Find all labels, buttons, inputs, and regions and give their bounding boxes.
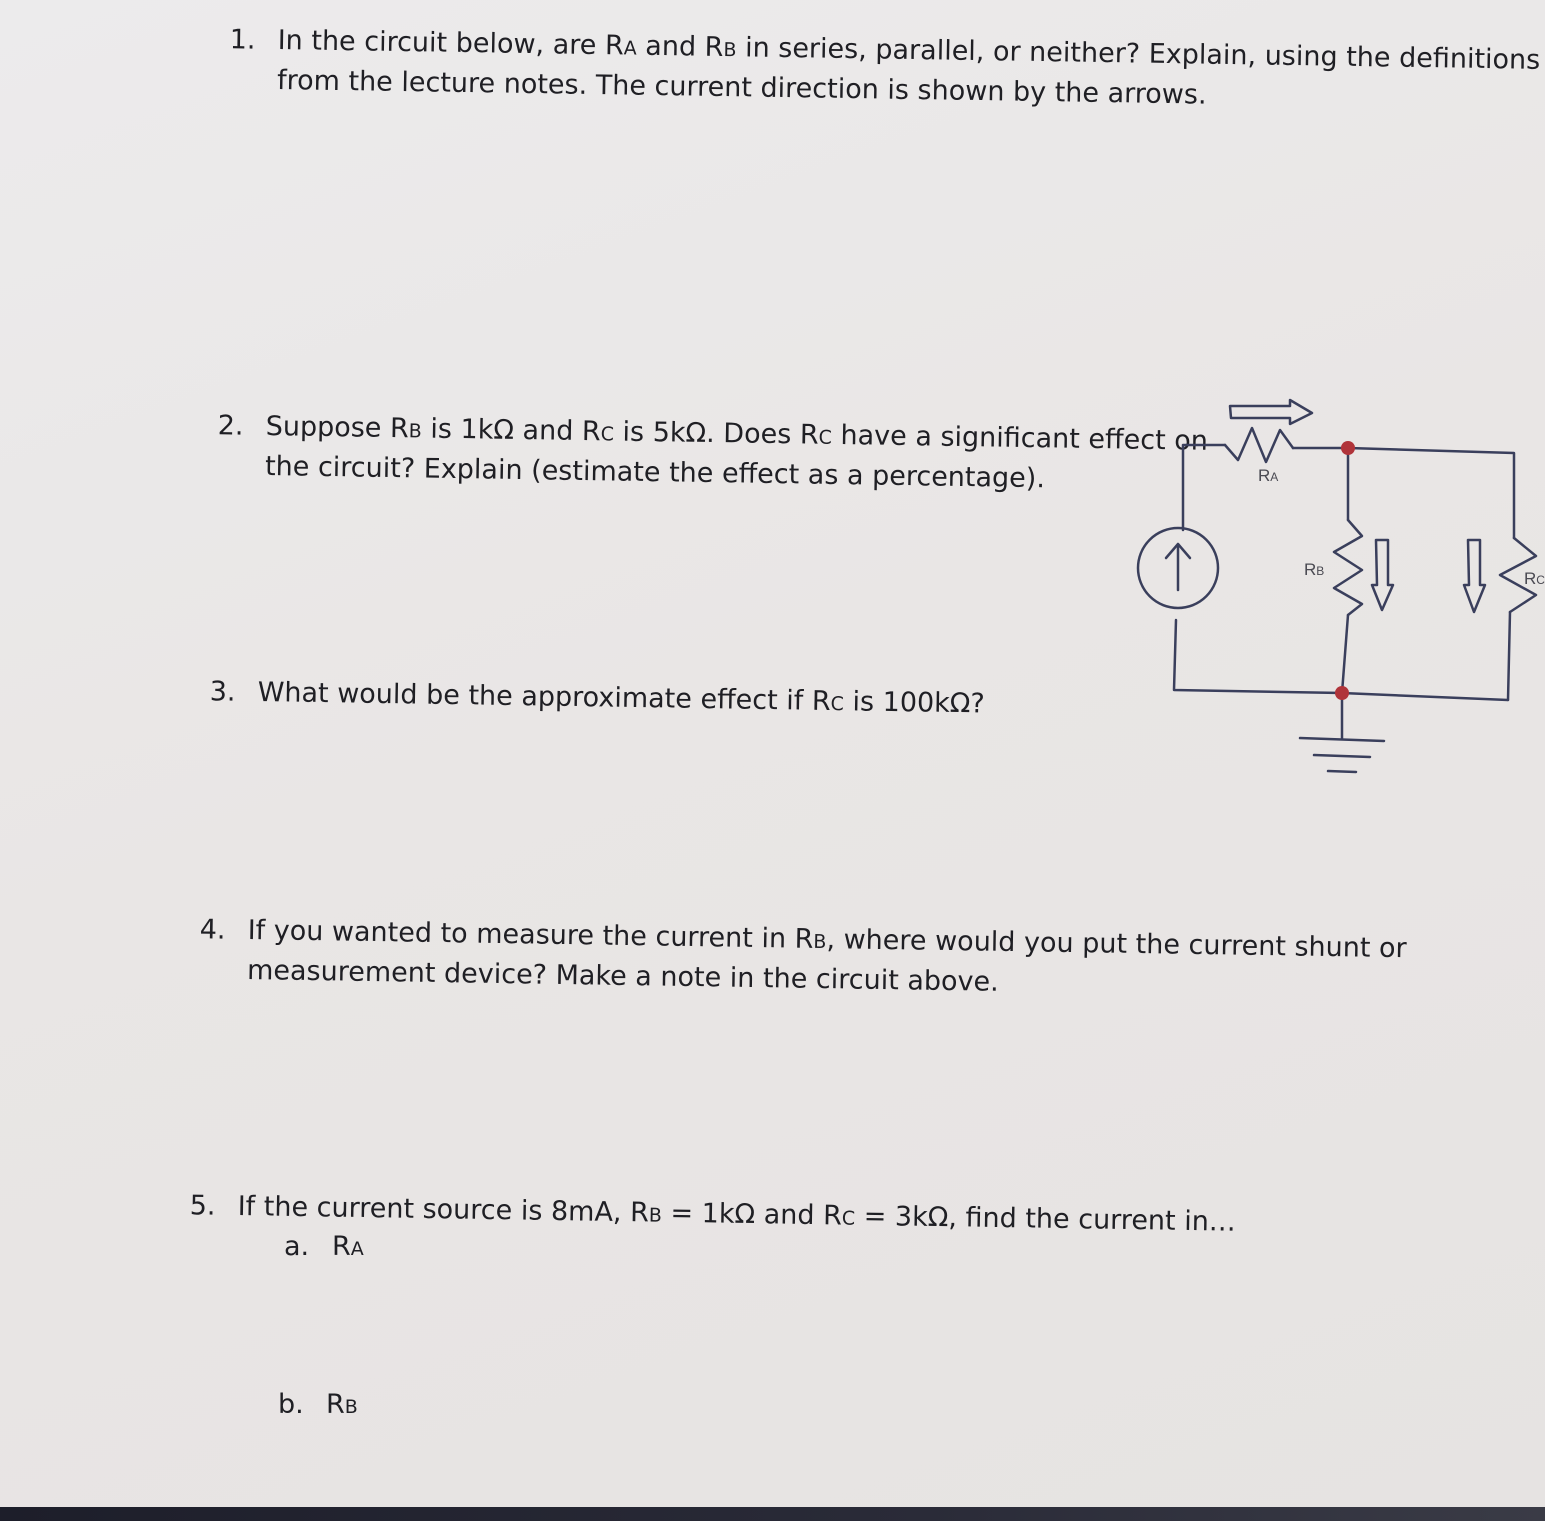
label-ra: RA <box>1258 466 1279 485</box>
question-text-line-2: the circuit? Explain (estimate the effect as a percentage). <box>264 450 1046 495</box>
question-5-part-b <box>278 1386 358 1426</box>
circuit-diagram <box>1120 395 1545 795</box>
question-number: 1. <box>229 24 256 56</box>
question-text-line-1: Suppose RB is 1kΩ and RC is 5kΩ. Does RC have a significant effect on <box>265 410 1209 457</box>
label-rc: RC <box>1524 569 1545 588</box>
arrow-down-icon <box>1464 540 1485 612</box>
question-text-line-1: If the current source is 8mA, RB = 1kΩ and RC = 3kΩ, find the current in… <box>237 1190 1237 1238</box>
question-number: 4. <box>199 914 226 946</box>
question-text-line-1: What would be the approximate effect if RC is 100kΩ? <box>257 676 986 720</box>
ground-line-2 <box>1314 755 1370 757</box>
part-text: RA <box>332 1231 364 1262</box>
part-label: a. <box>284 1231 310 1262</box>
question-number: 3. <box>209 676 236 708</box>
question-text-line-2: measurement device? Make a note in the circuit above. <box>246 954 999 998</box>
question-2 <box>217 408 1209 501</box>
arrow-down-icon <box>1372 540 1393 610</box>
node-top <box>1341 441 1355 455</box>
node-bottom <box>1335 686 1349 700</box>
question-text-line-2: from the lecture notes. The current direction is shown by the arrows. <box>276 64 1207 111</box>
question-5 <box>189 1188 1237 1244</box>
question-number: 5. <box>189 1190 216 1222</box>
question-text-line-1: In the circuit below, are RA and RB in series, parallel, or neither? Explain, using the definitions <box>277 24 1541 76</box>
wire-rc-bottom <box>1508 612 1510 700</box>
question-5-part-a <box>284 1228 364 1268</box>
question-4 <box>199 912 1407 1008</box>
part-label: b. <box>278 1389 304 1420</box>
ground-line-3 <box>1328 771 1356 772</box>
question-1 <box>229 22 1541 120</box>
ground-line-1 <box>1300 738 1384 741</box>
question-text-line-1: If you wanted to measure the current in RB, where would you put the current shunt or <box>247 914 1407 965</box>
wire-rb-bottom <box>1342 615 1348 693</box>
resistor-rb <box>1334 520 1362 615</box>
wire-top-left <box>1183 445 1225 530</box>
bottom-screen-bezel <box>0 1507 1545 1521</box>
resistor-ra <box>1225 428 1293 462</box>
question-number: 2. <box>217 410 244 442</box>
part-text: RB <box>326 1389 358 1420</box>
wire-top-right <box>1293 448 1514 538</box>
question-3 <box>209 674 986 725</box>
label-rb: RB <box>1304 560 1325 579</box>
arrow-right-icon <box>1230 400 1312 424</box>
